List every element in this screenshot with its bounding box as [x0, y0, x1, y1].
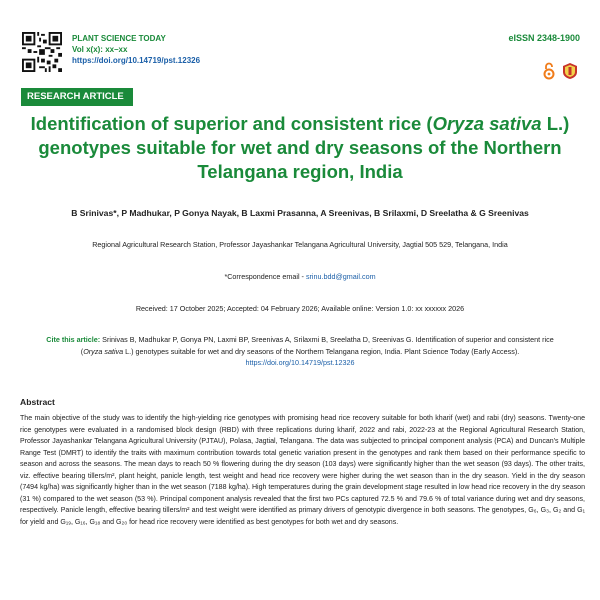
header-icons [542, 62, 578, 80]
publication-dates: Received: 17 October 2025; Accepted: 04 February 2026; Available online: Version 1.0: xx xxxxxx 2026 [135, 304, 465, 313]
article-title [20, 112, 580, 184]
abstract-heading: Abstract [20, 397, 55, 407]
cite-text-1: Srinivas B, Madhukar P, Gonya PN, Laxmi BP, Sreenivas A, Srilaxmi B, Sreelatha D, Sreenivas G. Identification of superior and consistent rice ( [80, 335, 554, 356]
article-type-badge: RESEARCH ARTICLE [21, 88, 133, 106]
open-access-icon[interactable] [542, 62, 556, 80]
cite-text-2: L.) genotypes suitable for wet and dry seasons of the Northern Telangana region, India. Plant Science Today (Early Access). [123, 346, 520, 356]
title-species: Oryza sativa [432, 113, 542, 134]
author-list: B Srinivas*, P Madhukar, P Gonya Nayak, B Laxmi Prasanna, A Sreenivas, B Srilaxmi, D Sreelatha & G Sreenivas [71, 208, 529, 218]
journal-volume: Vol x(x): xx–xx [72, 45, 128, 54]
citation [45, 334, 555, 369]
qr-code-icon[interactable] [22, 32, 62, 72]
cite-species: Oryza sativa [83, 346, 124, 356]
journal-header [0, 0, 600, 90]
abstract-body: The main objective of the study was to identify the high-yielding rice genotypes with promising head rice recovery suitable for both kharif (wet) and rabi (dry) seasons. Twenty-one rice genotypes were evaluated in a randomised block design (RBD) with three replications during kharif, 2022 and rabi, 2022-23 at the Regional Agricultural Research Station, Professor Jayashankar Telangana Agricultural University (PJTAU), Polasa, Jagtial, Telangana. The data was subjected to principal component analysis (PCA) and Duncan's Multiple Range Test (DMRT) to identify the traits with maximum contribution towards total genetic variation present in the genotypes and rank them based on their performance specific to season and across the seasons. The mean days to reach 50 % flowering during the dry season (103 days) were significantly higher than the wet season (93 days). The other traits, viz. effective bearing tillers/m², plant height, panicle length, test weight and head rice recovery were higher during the wet season than in the dry season. Yield in the dry season (7494 kg/ha) was significantly higher than in the wet season (7188 kg/ha). High temperatures during the grain development stage resulted in low head rice recovery in the dry season (31 %) compared to the wet season (53 %). Principal component analysis revealed that the first two PCs captured 72.5 % and 79.6 % of total variance during wet and dry seasons, respectively. Panicle length, effective bearing tillers/m² and test weight were identified as primary drivers of genotypic divergence in both seasons. The genotypes, G₆, G₃, G₂ and G₁ for yield and G₁₉, G₁₆, G₁₈ and G₂₀ for head rice recovery were identified as best genotypes for both wet and dry seasons. [20, 415, 585, 526]
affiliation: Regional Agricultural Research Station, Professor Jayashankar Telangana Agricultural University, Jagtial 505 529, Telangana, India [92, 240, 508, 249]
journal-info [72, 33, 200, 66]
title-part-1: Identification of superior and consistent rice ( [30, 113, 433, 134]
correspondence-email-link[interactable]: srinu.bdd@gmail.com [305, 272, 376, 281]
cite-doi-link[interactable]: https://doi.org/10.14719/pst.12326 [245, 358, 355, 367]
correspondence-label: *Correspondence email - [224, 272, 306, 281]
cite-label: Cite this article: [46, 335, 101, 344]
journal-name: PLANT SCIENCE TODAY [72, 34, 166, 43]
doi-link[interactable]: https://doi.org/10.14719/pst.12326 [72, 56, 201, 65]
eissn: eISSN 2348-1900 [508, 33, 580, 43]
crossmark-icon[interactable] [562, 62, 578, 80]
correspondence [20, 272, 580, 281]
title-part-2: L.) genotypes suitable for wet and dry seasons of the Northern Telangana region, India [38, 113, 570, 182]
